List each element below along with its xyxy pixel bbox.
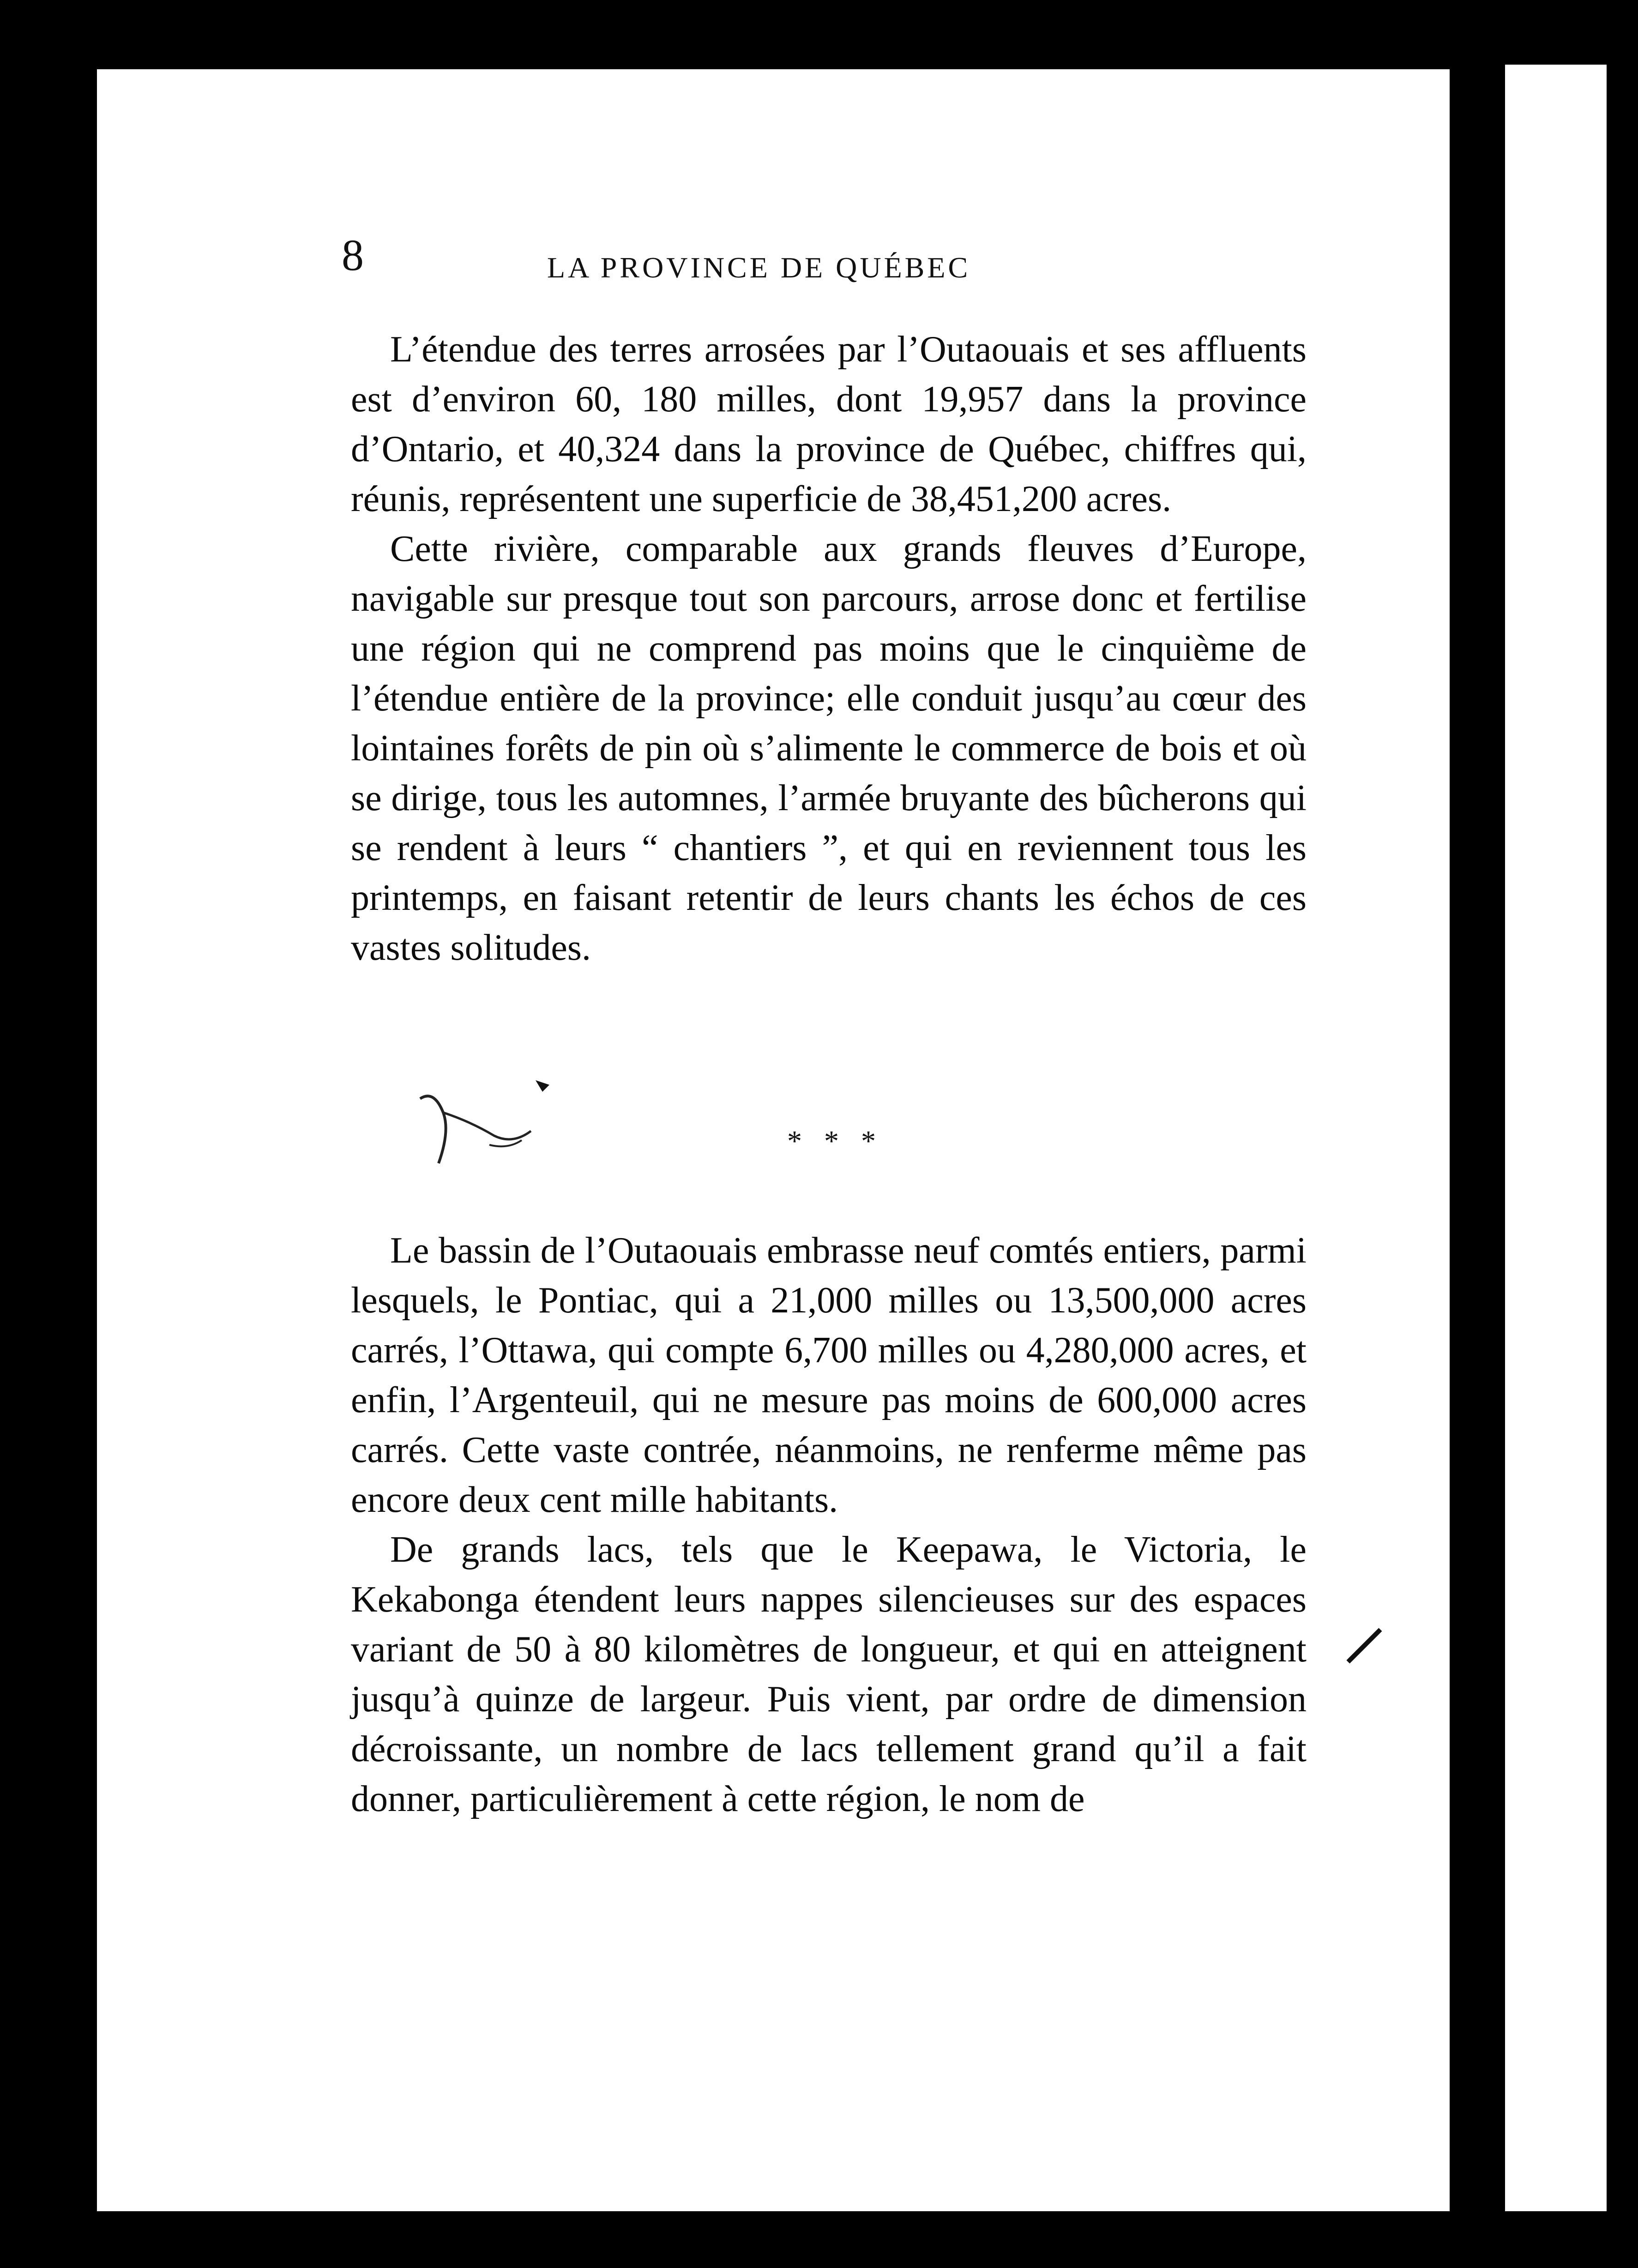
paragraph: Cette rivière, comparable aux grands fleuves d’Europe, navigable sur presque tout son parcours, arrose donc et fertilise une région qui ne comprend pas moins que le cinquième de l’étendue entière de la province; elle conduit jusqu’au cœur des lointaines forêts de pin où s’alimente le commerce de bois et où se dirige, tous les automnes, l’armée bruyante des bûcherons qui se rendent à leurs “ chantiers ”, et qui en reviennent tous les printemps, en faisant retentir de leurs chants les échos de ces vastes solitudes.	[351, 529, 1307, 968]
running-head: LA PROVINCE DE QUÉBEC	[547, 251, 971, 284]
section-separator: * * *	[787, 1125, 883, 1157]
paragraph: De grands lacs, tels que le Keepawa, le Victoria, le Kekabonga étendent leurs nappes silencieuses sur des espaces variant de 50 à 80 kilomètres de longueur, et qui en atteignent jusqu’à quinze de largeur. Puis vient, par ordre de dimension décroissante, un nombre de lacs tellement grand qu’il a fait donner, particulièrement à cette région, le nom de	[351, 1529, 1307, 1819]
text-section-2	[351, 1226, 1307, 1824]
paragraph: Le bassin de l’Outaouais embrasse neuf comtés entiers, parmi lesquels, le Pontiac, qui a 21,000 milles ou 13,500,000 acres carrés, l’Ottawa, qui compte 6,700 milles ou 4,280,000 acres, et enfin, l’Argenteuil, qui ne mesure pas moins de 600,000 acres carrés. Cette vaste contrée, néanmoins, ne renferme même pas encore deux cent mille habitants.	[351, 1230, 1307, 1520]
ink-scribble	[406, 1071, 554, 1173]
page-number: 8	[342, 230, 364, 280]
paragraph: L’étendue des terres arrosées par l’Outaouais et ses affluents est d’environ 60, 180 milles, dont 19,957 dans la province d’Ontario, et 40,324 dans la province de Québec, chiffres qui, réunis, représentent une superficie de 38,451,200 acres.	[351, 329, 1307, 519]
adjacent-page-edge	[1505, 65, 1607, 2211]
text-section-1	[351, 325, 1307, 973]
ink-mark	[1339, 1625, 1385, 1671]
